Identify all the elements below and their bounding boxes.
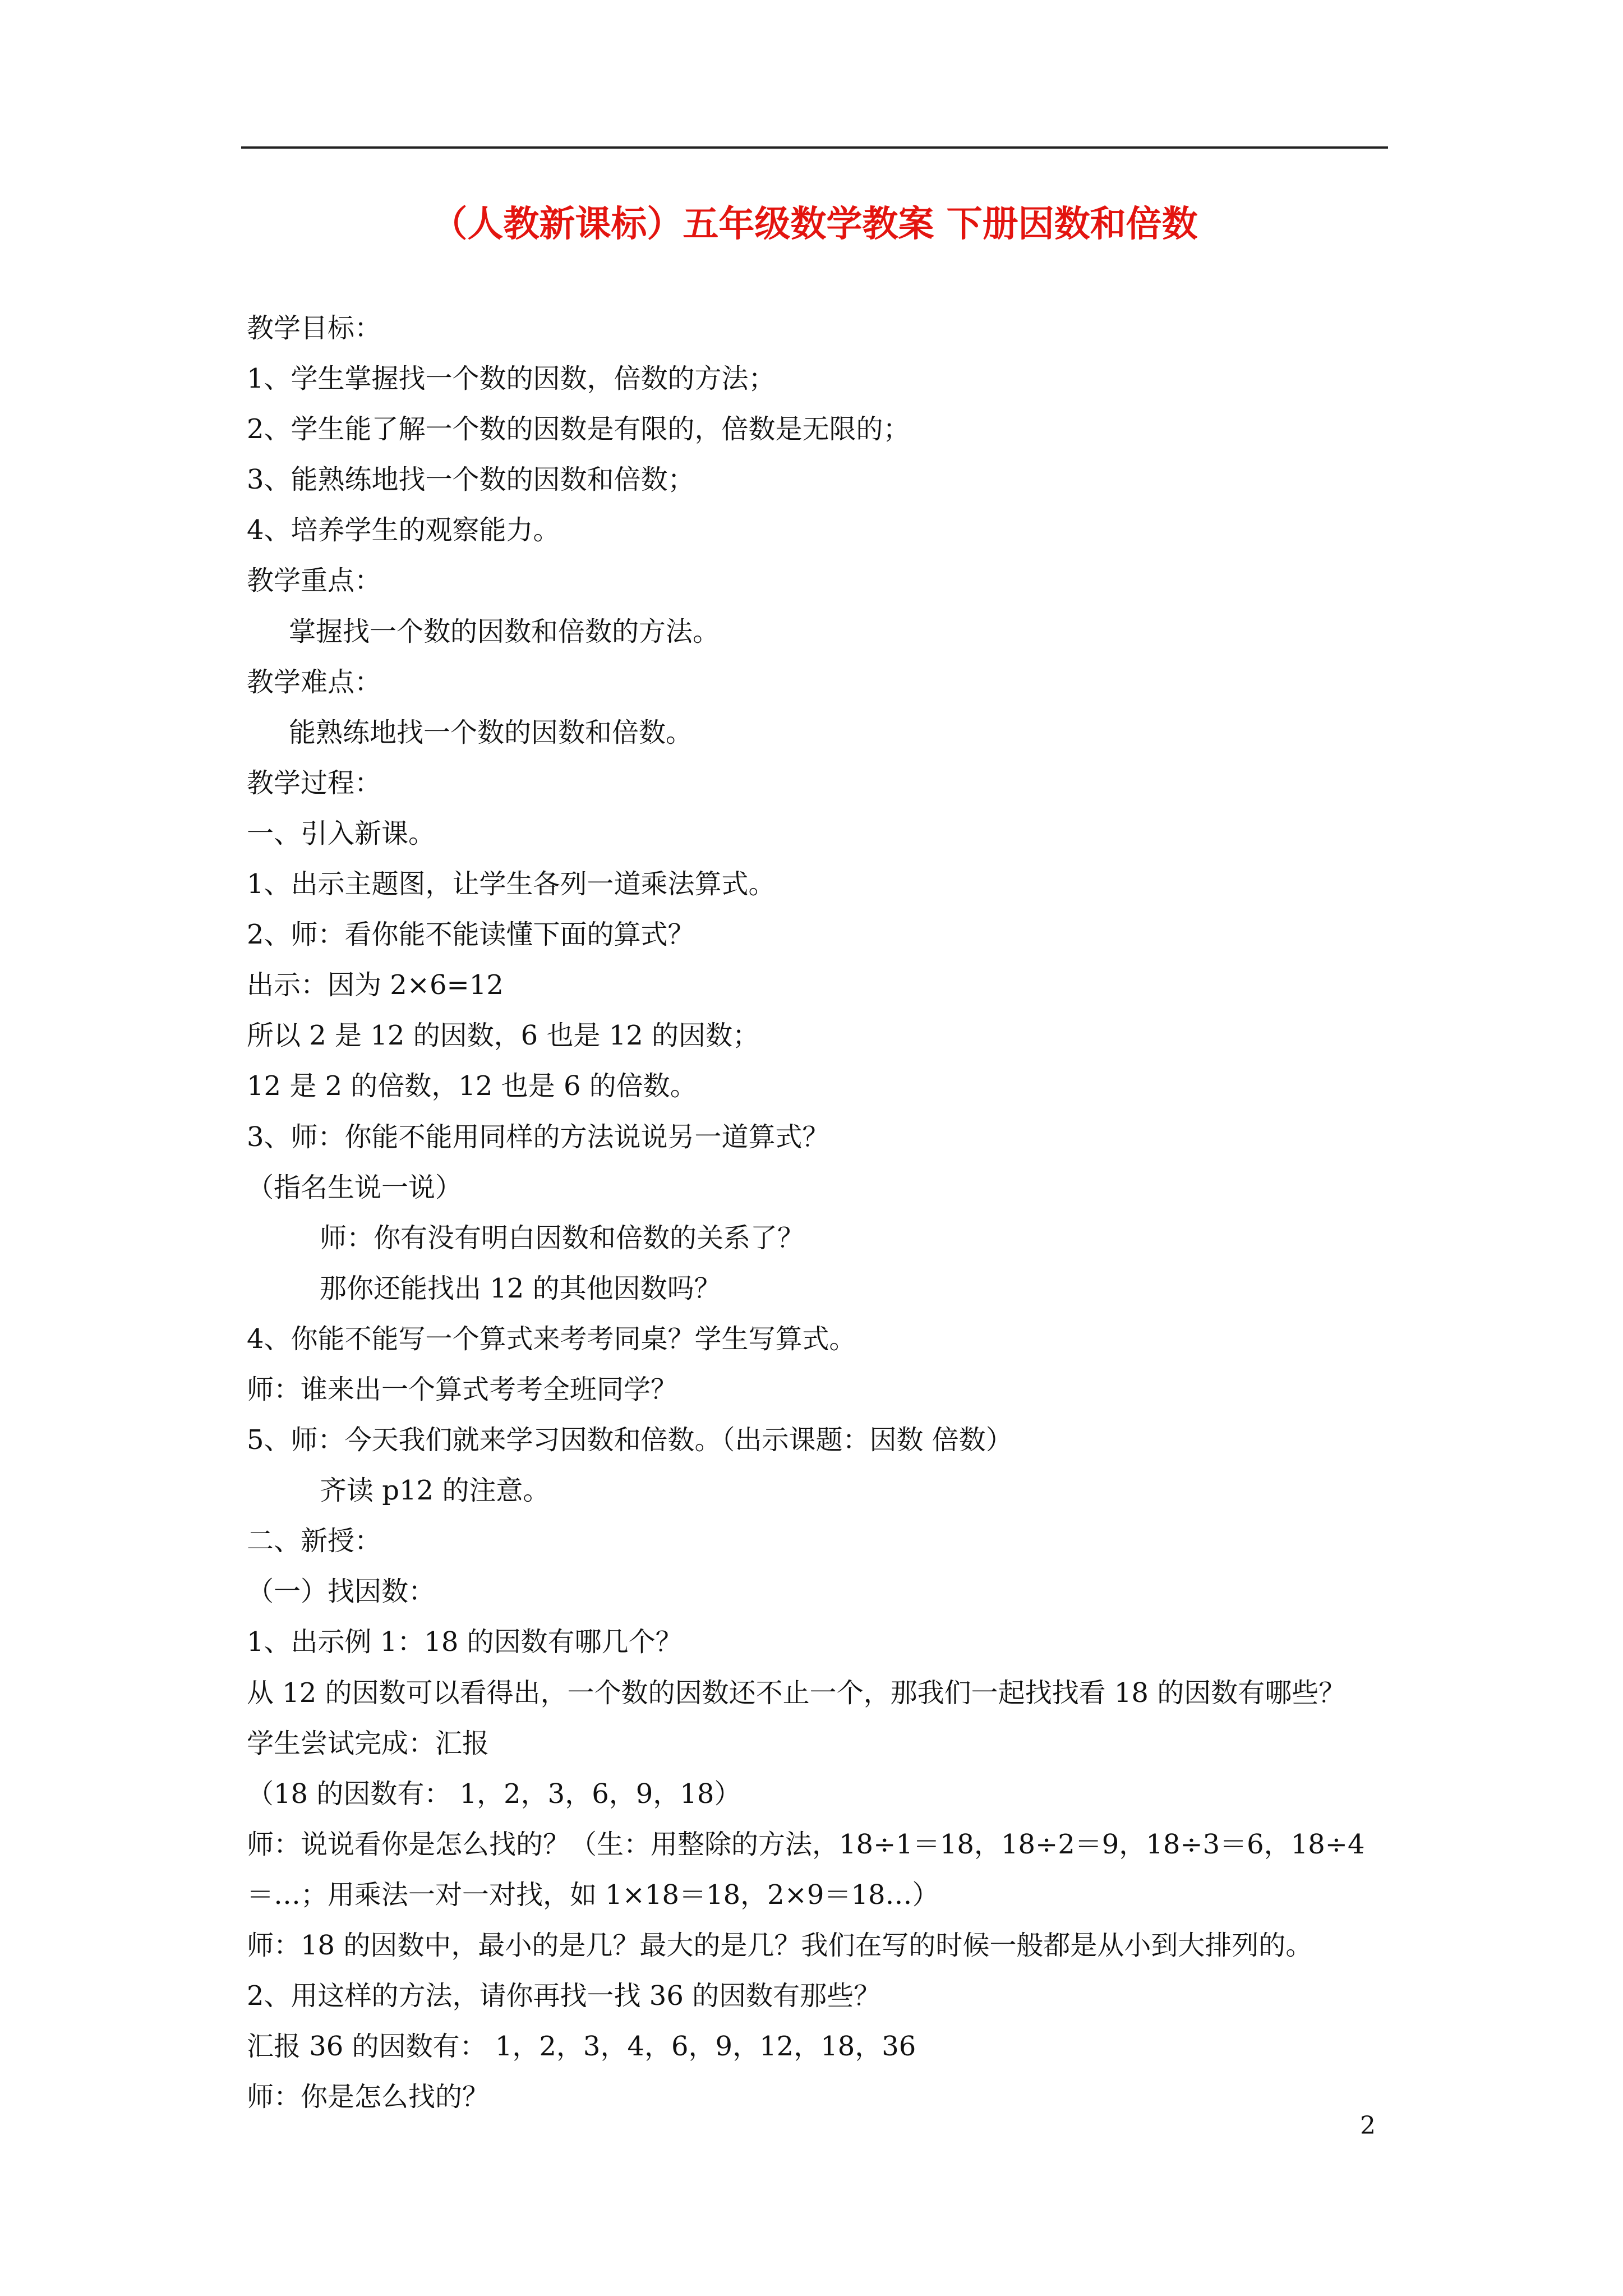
document-body <box>247 303 1391 2122</box>
section-heading: 教学重点： <box>247 565 382 597</box>
body-line: 出示：因为 2×6=12 <box>247 969 504 1001</box>
body-line: 从 12 的因数可以看得出，一个数的因数还不止一个，那我们一起找找看 18 的因数有哪些？ <box>247 1677 1346 1709</box>
document-title: （人教新课标）五年级数学教案 下册因数和倍数 <box>431 203 1198 245</box>
body-line: 1、学生掌握找一个数的因数，倍数的方法； <box>247 363 776 395</box>
body-line: 3、师：你能不能用同样的方法说说另一道算式？ <box>247 1121 829 1153</box>
body-line: 一、引入新课。 <box>247 817 436 849</box>
body-line: 5、师：今天我们就来学习因数和倍数。（出示课题：因数 倍数） <box>247 1424 1013 1456</box>
body-line: 师：谁来出一个算式考考全班同学？ <box>247 1373 678 1405</box>
section-heading: 教学过程： <box>247 767 382 799</box>
body-line: 齐读 p12 的注意。 <box>320 1475 550 1507</box>
section-heading: 二、新授： <box>247 1525 382 1557</box>
header-rule <box>241 146 1388 149</box>
body-line: 汇报 36 的因数有： 1，2，3，4，6，9，12，18，36 <box>247 2031 916 2063</box>
section-heading: 教学难点： <box>247 666 382 698</box>
page-number: 2 <box>1360 2111 1376 2140</box>
body-line: 掌握找一个数的因数和倍数的方法。 <box>289 615 720 647</box>
body-line: 师：18 的因数中，最小的是几？最大的是几？我们在写的时候一般都是从小到大排列的。 <box>247 1930 1313 1961</box>
section-heading: 教学目标： <box>247 312 382 344</box>
body-line: 2、学生能了解一个数的因数是有限的，倍数是无限的； <box>247 413 910 445</box>
body-line: 学生尝试完成：汇报 <box>247 1727 490 1759</box>
body-line: 2、用这样的方法，请你再找一找 36 的因数有那些？ <box>247 1980 881 2012</box>
body-line: 12 是 2 的倍数，12 也是 6 的倍数。 <box>247 1070 697 1102</box>
body-line: 那你还能找出 12 的其他因数吗？ <box>320 1272 721 1304</box>
body-line: 所以 2 是 12 的因数，6 也是 12 的因数； <box>247 1020 760 1052</box>
body-line: 4、培养学生的观察能力。 <box>247 514 560 546</box>
body-line: 2、师：看你能不能读懂下面的算式？ <box>247 919 695 951</box>
body-line: 4、你能不能写一个算式来考考同桌？学生写算式。 <box>247 1323 856 1355</box>
body-line: 师：说说看你是怎么找的？（生：用整除的方法，18÷1＝18，18÷2＝9，18÷3＝6，18÷4＝…；用乘法一对一对找，如 1×18＝18，2×9＝18…） <box>247 1828 1365 1911</box>
body-line: 师：你有没有明白因数和倍数的关系了？ <box>320 1222 805 1254</box>
body-line: 1、出示主题图，让学生各列一道乘法算式。 <box>247 868 776 900</box>
body-line: 能熟练地找一个数的因数和倍数。 <box>289 716 693 748</box>
body-line: 3、能熟练地找一个数的因数和倍数； <box>247 464 695 496</box>
body-line: （一）找因数： <box>247 1576 436 1608</box>
body-line: 师：你是怎么找的？ <box>247 2081 490 2113</box>
body-line: 1、出示例 1：18 的因数有哪几个？ <box>247 1626 683 1658</box>
body-line: （18 的因数有： 1，2，3，6，9，18） <box>247 1778 741 1810</box>
body-line: （指名生说一说） <box>247 1171 463 1203</box>
